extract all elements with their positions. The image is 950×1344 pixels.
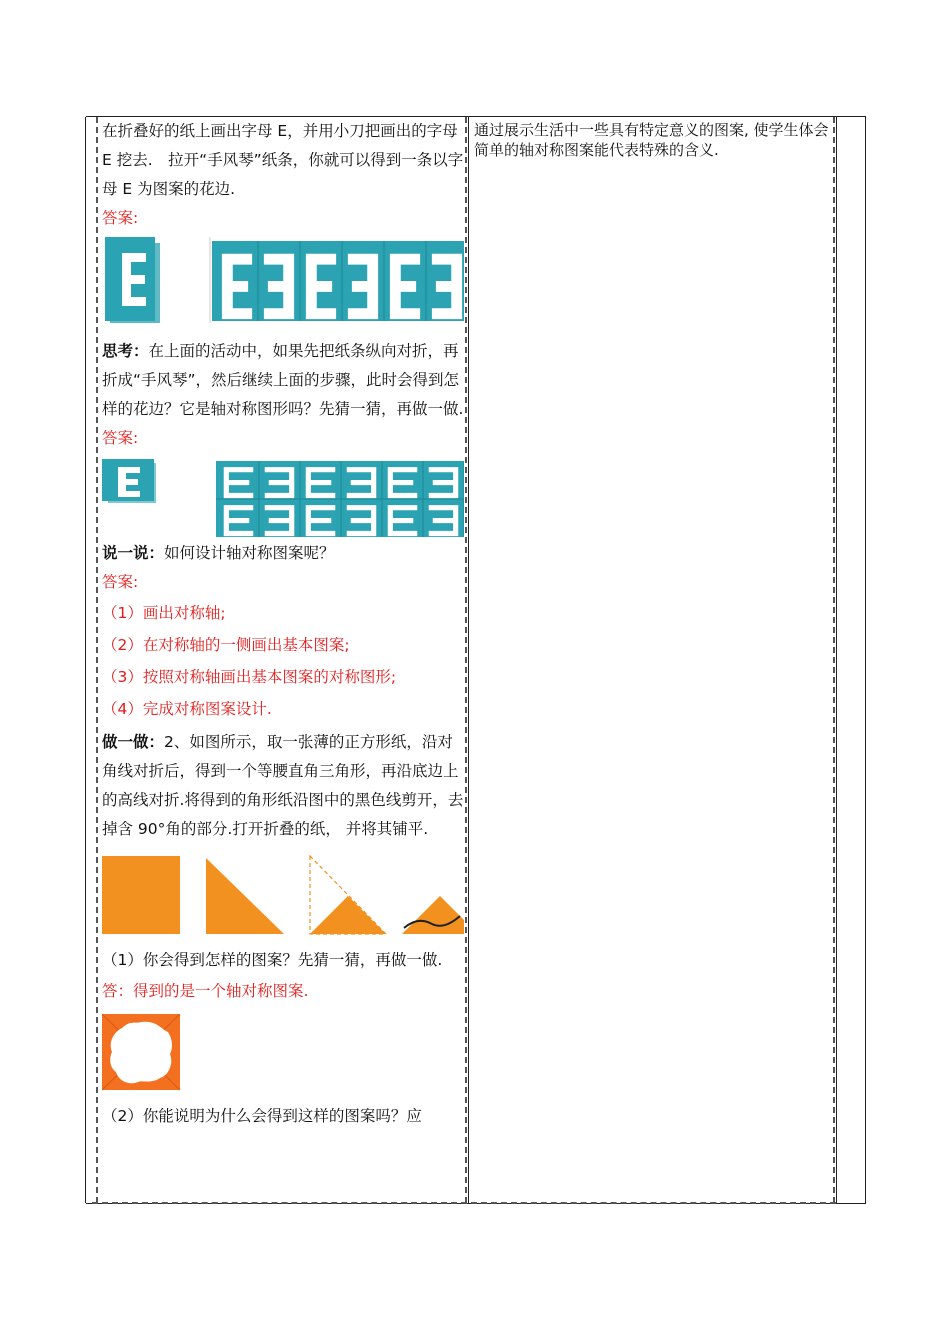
e-pattern-strip	[102, 235, 464, 327]
lesson-table	[86, 116, 866, 1204]
e-cutout-figure	[102, 235, 464, 327]
result-pattern	[102, 1014, 182, 1092]
right-text: 通过展示生活中一些具有特定意义的图案, 使学生体会简单的轴对称图案能代表特殊的含义.	[474, 121, 829, 159]
cell-dash-right	[833, 117, 835, 1203]
folding-steps	[102, 854, 464, 940]
table-border-left	[85, 117, 86, 1203]
result-pattern-figure	[102, 1014, 464, 1092]
answer-label-3: 答案:	[102, 573, 139, 591]
double-e-pattern	[102, 457, 464, 537]
cell-dash-bottom	[92, 1202, 836, 1204]
folding-steps-figure	[102, 854, 464, 940]
cell-dash-left	[96, 117, 98, 1203]
double-e-figure	[102, 457, 464, 537]
step-4: （4）完成对称图案设计.	[102, 700, 272, 718]
question-2: （2）你能说明为什么会得到这样的图案吗？应	[102, 1107, 422, 1125]
cell-dash-mid	[465, 117, 467, 1203]
table-border-right	[865, 117, 866, 1203]
think-text: 在上面的活动中，如果先把纸条纵向对折，再折成“手风琴”，然后继续上面的步骤，此时会得到怎样的花边？它是轴对称图形吗？先猜一猜，再做一做.	[102, 342, 464, 418]
say-label: 说一说：	[102, 544, 165, 562]
step-2: （2）在对称轴的一侧画出基本图案;	[102, 636, 350, 654]
do-label: 做一做：	[102, 733, 165, 751]
column-divider-2	[836, 117, 837, 1203]
right-column	[474, 117, 834, 160]
say-text: 如何设计轴对称图案呢？	[164, 544, 335, 562]
column-divider	[468, 117, 469, 1203]
answer-1: 答：得到的是一个轴对称图案.	[102, 982, 309, 1000]
step-3: （3）按照对称轴画出基本图案的对称图形;	[102, 668, 397, 686]
do-paragraph	[102, 728, 464, 844]
say-paragraph	[102, 539, 464, 568]
think-paragraph	[102, 337, 464, 424]
step-1: （1）画出对称轴;	[102, 604, 226, 622]
answer-label-1: 答案:	[102, 209, 139, 227]
question-1: （1）你会得到怎样的图案？先猜一猜，再做一做.	[102, 951, 443, 969]
think-label: 思考：	[102, 342, 149, 360]
do-text: 2、如图所示，取一张薄的正方形纸，沿对角线对折后，得到一个等腰直角三角形，再沿底边上的高线对折.将得到的角形纸沿图中的黑色线剪开，去掉含 90°角的部分.打开折叠的纸， 并将其铺平.	[102, 733, 464, 838]
answer-label-2: 答案:	[102, 429, 139, 447]
left-column	[102, 117, 464, 1201]
intro-text: 在折叠好的纸上画出字母 E，并用小刀把画出的字母 E 挖去. 拉开“手风琴”纸条，你就可以得到一条以字母 E 为图案的花边.	[102, 122, 464, 198]
